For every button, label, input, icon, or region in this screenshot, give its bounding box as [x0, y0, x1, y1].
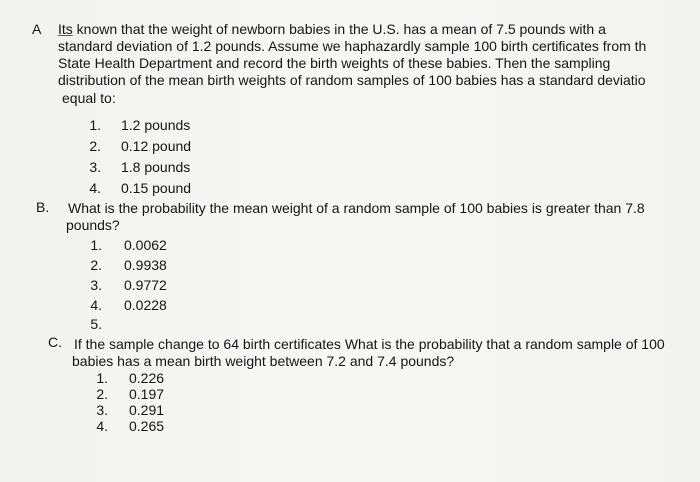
question-b-option-1: 0.0062	[124, 237, 167, 253]
question-b-option-3: 0.9772	[124, 277, 167, 293]
question-a-option-4-num: 4.	[89, 180, 101, 196]
question-a-option-2-num: 2.	[89, 138, 101, 154]
question-c-option-2-num: 2.	[96, 386, 108, 402]
question-a-option-3: 1.8 pounds	[121, 159, 191, 175]
question-a-line-1-text: known that the weight of newborn babies in the U.S. has a mean of 7.5 pounds with a	[72, 21, 606, 37]
question-c-option-3: 0.291	[129, 402, 165, 418]
question-a-option-1-num: 1.	[89, 117, 101, 133]
question-b-option-1-num: 1.	[90, 237, 102, 253]
question-b-option-4: 0.0228	[124, 297, 167, 313]
question-b-label: B.	[36, 199, 50, 215]
question-a-line-2: standard deviation of 1.2 pounds. Assume we haphazardly sample 100 birth certificates from th	[58, 38, 647, 54]
question-b-option-3-num: 3.	[90, 277, 102, 293]
question-a-label: A	[32, 21, 42, 37]
question-b-line-2: pounds?	[66, 217, 120, 233]
question-c-option-1-num: 1.	[96, 370, 108, 386]
question-a-line-3: State Health Department and record the birth weights of these babies. Then the sampling	[58, 55, 611, 71]
question-a-option-4: 0.15 pound	[121, 180, 192, 196]
question-a-prefix: Its	[58, 21, 73, 37]
question-b-line-1: What is the probability the mean weight of a random sample of 100 babies is greater than 7.8	[68, 200, 645, 216]
question-c-option-4: 0.265	[129, 418, 165, 434]
question-b-option-2-num: 2.	[90, 257, 102, 273]
question-a-option-2: 0.12 pound	[121, 138, 192, 154]
question-a-line-4: distribution of the mean birth weights of random samples of 100 babies has a standard deviatio	[58, 72, 646, 88]
question-b-option-5-num: 5.	[90, 316, 102, 332]
question-a-line-5: equal to:	[62, 90, 116, 106]
question-c-line-1: If the sample change to 64 birth certificates What is the probability that a random sample of 100	[74, 336, 665, 352]
question-c-option-4-num: 4.	[96, 418, 108, 434]
question-c-option-3-num: 3.	[96, 402, 108, 418]
question-c-option-1: 0.226	[129, 370, 165, 386]
question-b-option-2: 0.9938	[124, 257, 167, 273]
question-b-option-4-num: 4.	[90, 297, 102, 313]
question-a-option-1: 1.2 pounds	[121, 117, 191, 133]
question-c-option-2: 0.197	[129, 386, 165, 402]
question-c-label: C.	[48, 334, 62, 350]
question-a-option-3-num: 3.	[89, 159, 101, 175]
question-a-line-1	[58, 21, 606, 37]
question-c-line-2: babies has a mean birth weight between 7.2 and 7.4 pounds?	[72, 353, 455, 369]
